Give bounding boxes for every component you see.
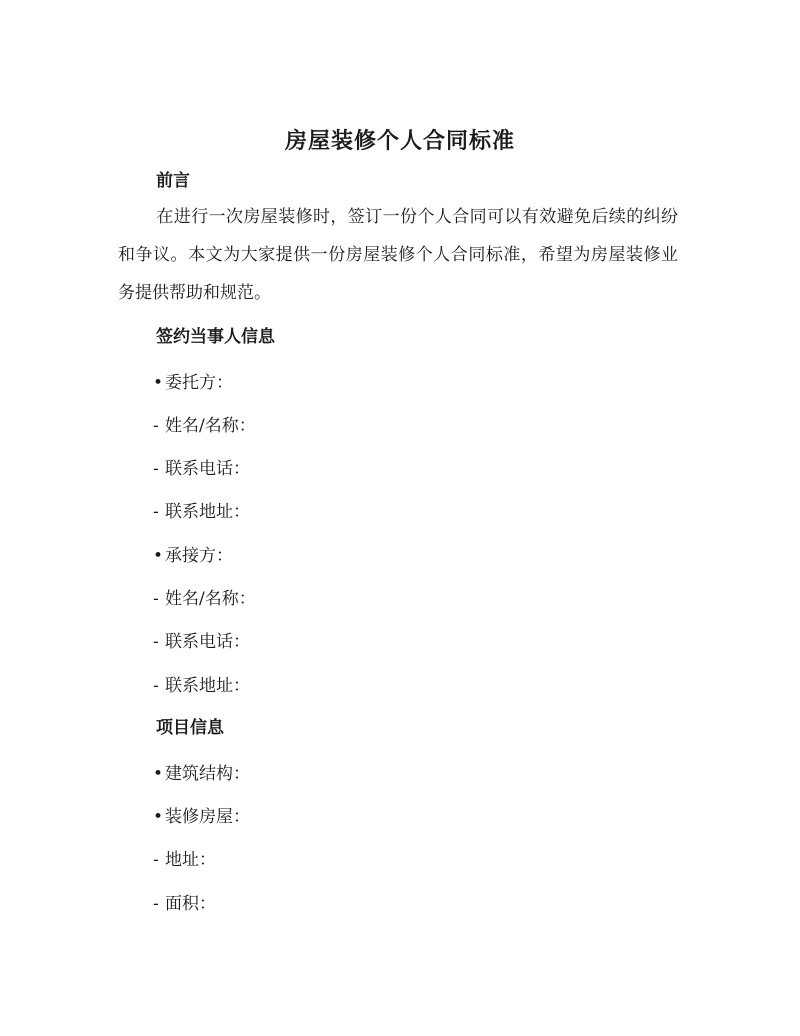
parties-heading: 签约当事人信息 xyxy=(156,327,275,347)
project-heading: 项目信息 xyxy=(156,718,224,738)
preface-heading: 前言 xyxy=(156,171,190,191)
preface-text: 在进行一次房屋装修时，签订一份个人合同可以有效避免后续的纠纷和争议。本文为大家提供一份房屋装修个人合同标准，希望为房屋装修业务提供帮助和规范。 xyxy=(118,207,678,303)
list-item-client: • 委托方： xyxy=(153,373,233,393)
preface-paragraph xyxy=(118,198,678,312)
list-item-contractor-address: - 联系地址： xyxy=(153,676,250,696)
dash-marker: - xyxy=(153,676,159,696)
list-item-house: • 装修房屋： xyxy=(153,807,250,827)
bullet-marker: • xyxy=(153,546,164,566)
list-item-address: - 地址： xyxy=(153,850,216,870)
list-item-area: - 面积： xyxy=(153,894,216,914)
dash-marker: - xyxy=(153,632,159,652)
dash-marker: - xyxy=(153,459,159,479)
dash-marker: - xyxy=(153,416,159,436)
list-item-client-address: - 联系地址： xyxy=(153,502,250,522)
bullet-marker: • xyxy=(153,807,164,827)
list-item-client-name: - 姓名/名称： xyxy=(153,416,256,436)
bullet-marker: • xyxy=(153,373,164,393)
dash-marker: - xyxy=(153,894,159,914)
dash-marker: - xyxy=(153,850,159,870)
dash-marker: - xyxy=(153,589,159,609)
dash-marker: - xyxy=(153,502,159,522)
list-item-contractor-phone: - 联系电话： xyxy=(153,632,250,652)
list-item-structure: • 建筑结构： xyxy=(153,764,250,784)
document-title: 房屋装修个人合同标准 xyxy=(284,128,515,154)
list-item-client-phone: - 联系电话： xyxy=(153,459,250,479)
list-item-contractor: • 承接方： xyxy=(153,546,233,566)
bullet-marker: • xyxy=(153,764,164,784)
list-item-contractor-name: - 姓名/名称： xyxy=(153,589,256,609)
